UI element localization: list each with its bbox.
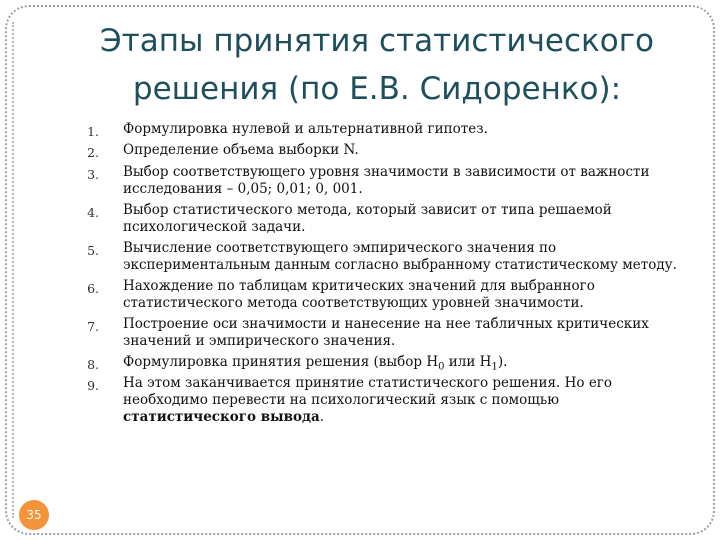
step-number: 3. xyxy=(87,167,99,182)
step-number: 7. xyxy=(87,319,99,334)
title-line-2: решения (по Е.В. Сидоренко): xyxy=(132,71,622,107)
step-text: Нахождение по таблицам критических значений для выбранного статистического метода соответствующих уровней значимости. xyxy=(123,278,595,311)
step-item xyxy=(47,142,687,159)
step-item xyxy=(47,375,687,426)
step-text: Определение объема выборки N. xyxy=(123,142,359,158)
step-number: 5. xyxy=(87,243,99,258)
step-item xyxy=(47,202,687,236)
step-text xyxy=(123,354,687,371)
step-number: 2. xyxy=(87,145,99,160)
step-number: 4. xyxy=(87,205,99,220)
subscript-0: 0 xyxy=(438,361,445,373)
step-item xyxy=(47,240,687,274)
step-text: Вычисление соответствующего эмпирического значения по экспериментальным данным согласно выбранному статистическому методу. xyxy=(123,240,677,273)
step-text-part: . xyxy=(319,409,325,425)
step-text-part: ). xyxy=(497,354,508,370)
page-number-badge: 35 xyxy=(19,500,49,530)
step-number: 9. xyxy=(87,378,99,393)
step-item xyxy=(47,354,687,371)
step-text: Выбор соответствующего уровня значимости в зависимости от важности исследования – 0,05; 0,01; 0, 001. xyxy=(123,164,650,197)
step-number: 1. xyxy=(87,124,99,139)
step-number: 8. xyxy=(87,357,99,372)
bold-term: статистического вывода xyxy=(123,409,320,425)
decorative-border xyxy=(12,22,18,518)
slide xyxy=(5,5,715,535)
step-text-part: На этом заканчивается принятие статистического решения. Но его необходимо перевести на психологический язык с помощью xyxy=(123,375,613,408)
step-text: Построение оси значимости и нанесение на нее табличных критических значений и эмпирического значения. xyxy=(123,316,649,349)
title-line-1: Этапы принятия статистического xyxy=(100,23,654,59)
step-text: Формулировка нулевой и альтернативной гипотез. xyxy=(123,121,488,137)
step-item xyxy=(47,164,687,198)
slide-title xyxy=(47,17,707,113)
step-number: 6. xyxy=(87,281,99,296)
step-item xyxy=(47,278,687,312)
steps-list xyxy=(47,121,687,426)
step-text-part: Формулировка принятия решения (выбор H xyxy=(123,354,439,370)
step-item xyxy=(47,316,687,350)
subscript-1: 1 xyxy=(491,361,498,373)
step-text: Выбор статистического метода, который зависит от типа решаемой психологической задачи. xyxy=(123,202,612,235)
step-text xyxy=(123,375,687,426)
step-text-part: или H xyxy=(444,354,492,370)
step-item xyxy=(47,121,687,138)
